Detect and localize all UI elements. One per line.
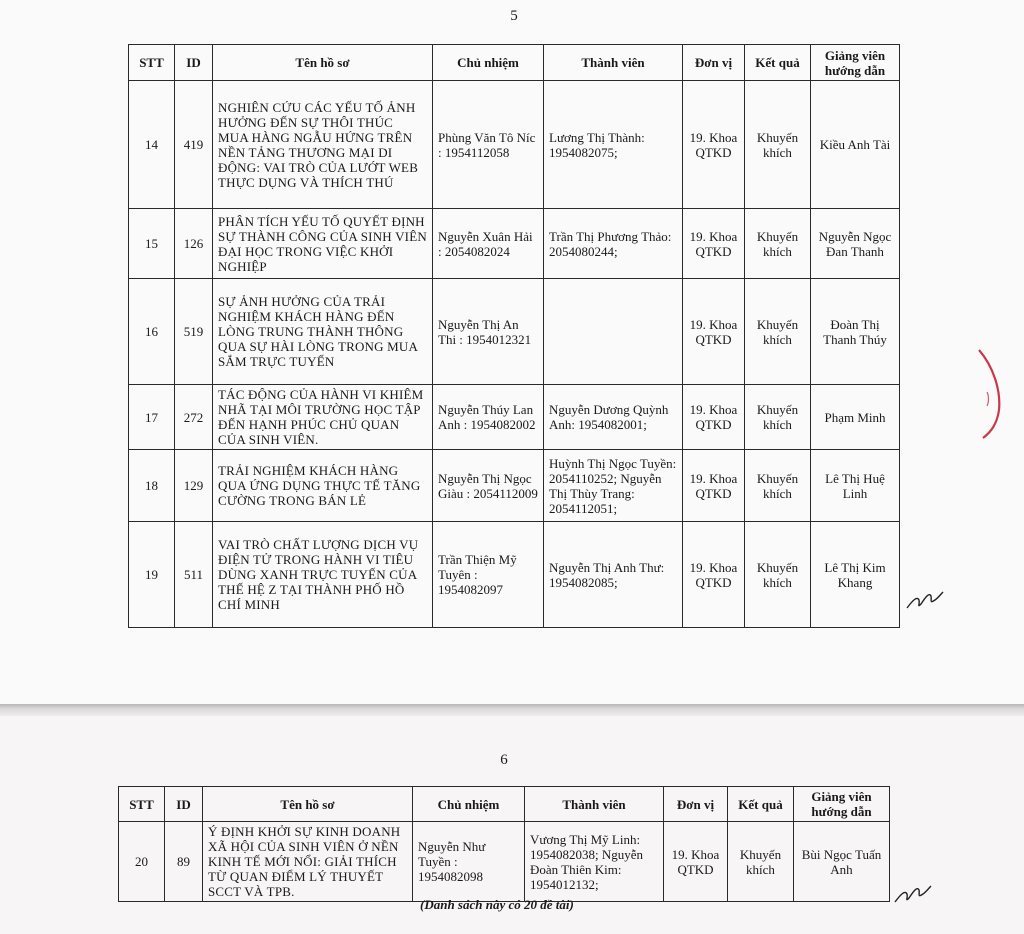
page-separator	[0, 704, 1024, 716]
cell-stt: 19	[129, 522, 175, 628]
cell-unit: 19. Khoa QTKD	[683, 81, 745, 209]
cell-title: TRẢI NGHIỆM KHÁCH HÀNG QUA ỨNG DỤNG THỰC TẾ TĂNG CƯỜNG TRONG BÁN LẺ	[213, 450, 433, 522]
cell-advisor: Đoàn Thị Thanh Thúy	[811, 279, 900, 385]
cell-unit: 19. Khoa QTKD	[683, 385, 745, 450]
header-advisor: Giảng viên hướng dẫn	[811, 45, 900, 81]
cell-leader: Nguyễn Như Tuyền : 1954082098	[413, 822, 525, 902]
cell-members: Vương Thị Mỹ Linh: 1954082038; Nguyễn Đoàn Thiên Kim: 1954012132;	[525, 822, 664, 902]
table-row	[129, 450, 900, 522]
red-stamp-edge	[975, 346, 1005, 440]
cell-stt: 20	[119, 822, 165, 902]
cell-stt: 18	[129, 450, 175, 522]
cell-result: Khuyến khích	[745, 450, 811, 522]
header-result: Kết quả	[745, 45, 811, 81]
header-members: Thành viên	[544, 45, 683, 81]
cell-members: Lương Thị Thành: 1954082075;	[544, 81, 683, 209]
header-id: ID	[175, 45, 213, 81]
header-title: Tên hồ sơ	[213, 45, 433, 81]
cell-leader: Nguyễn Thúy Lan Anh : 1954082002	[433, 385, 544, 450]
cell-stt: 15	[129, 209, 175, 279]
header-unit: Đơn vị	[683, 45, 745, 81]
cell-id: 519	[175, 279, 213, 385]
cell-result: Khuyến khích	[745, 209, 811, 279]
page-number: 6	[500, 752, 508, 768]
page-number: 5	[510, 8, 518, 24]
header-id: ID	[165, 787, 203, 822]
cell-advisor: Kiều Anh Tài	[811, 81, 900, 209]
cell-members: Nguyễn Thị Anh Thư: 1954082085;	[544, 522, 683, 628]
cell-title: VAI TRÒ CHẤT LƯỢNG DỊCH VỤ ĐIỆN TỬ TRONG HÀNH VI TIÊU DÙNG XANH TRỰC TUYẾN CỦA THẾ HỆ Z TẠI THÀNH PHỐ HỒ CHÍ MINH	[213, 522, 433, 628]
cell-result: Khuyến khích	[745, 81, 811, 209]
cell-leader: Nguyễn Thị Ngọc Giàu : 2054112009	[433, 450, 544, 522]
cell-result: Khuyến khích	[745, 522, 811, 628]
cell-unit: 19. Khoa QTKD	[683, 209, 745, 279]
cell-members: Huỳnh Thị Ngọc Tuyền: 2054110252; Nguyễn Thị Thùy Trang: 2054112051;	[544, 450, 683, 522]
cell-id: 89	[165, 822, 203, 902]
cell-stt: 17	[129, 385, 175, 450]
cell-id: 511	[175, 522, 213, 628]
cell-advisor: Phạm Minh	[811, 385, 900, 450]
cell-title: SỰ ẢNH HƯỞNG CỦA TRẢI NGHIỆM KHÁCH HÀNG ĐẾN LÒNG TRUNG THÀNH THÔNG QUA SỰ HÀI LÒNG TRONG MUA SẮM TRỰC TUYẾN	[213, 279, 433, 385]
cell-stt: 14	[129, 81, 175, 209]
header-result: Kết quả	[728, 787, 794, 822]
initials-signature	[905, 586, 945, 612]
results-table-page-5	[128, 44, 900, 628]
table-row	[129, 279, 900, 385]
header-title: Tên hồ sơ	[203, 787, 413, 822]
header-leader: Chủ nhiệm	[413, 787, 525, 822]
cell-id: 129	[175, 450, 213, 522]
cell-leader: Nguyễn Thị An Thi : 1954012321	[433, 279, 544, 385]
cell-result: Khuyến khích	[745, 279, 811, 385]
cell-title: PHÂN TÍCH YẾU TỐ QUYẾT ĐỊNH SỰ THÀNH CÔNG CỦA SINH VIÊN ĐẠI HỌC TRONG VIỆC KHỞI NGHIỆP	[213, 209, 433, 279]
table-header-row	[129, 45, 900, 81]
cell-members	[544, 279, 683, 385]
table-row	[129, 209, 900, 279]
header-stt: STT	[119, 787, 165, 822]
cell-unit: 19. Khoa QTKD	[683, 450, 745, 522]
cell-unit: 19. Khoa QTKD	[683, 522, 745, 628]
table-row	[119, 822, 890, 902]
cell-id: 419	[175, 81, 213, 209]
cell-id: 126	[175, 209, 213, 279]
header-leader: Chủ nhiệm	[433, 45, 544, 81]
results-table-page-6	[118, 786, 890, 902]
cell-advisor: Lê Thị Kim Khang	[811, 522, 900, 628]
table-row	[129, 81, 900, 209]
cell-result: Khuyến khích	[745, 385, 811, 450]
cell-advisor: Bùi Ngọc Tuấn Anh	[794, 822, 890, 902]
cell-leader: Nguyễn Xuân Hải : 2054082024	[433, 209, 544, 279]
cell-leader: Trần Thiện Mỹ Tuyên : 1954082097	[433, 522, 544, 628]
cell-id: 272	[175, 385, 213, 450]
header-unit: Đơn vị	[664, 787, 728, 822]
table-header-row	[119, 787, 890, 822]
cell-title: NGHIÊN CỨU CÁC YẾU TỐ ẢNH HƯỞNG ĐẾN SỰ THÔI THÚC MUA HÀNG NGẪU HỨNG TRÊN NỀN TẢNG THƯƠNG MẠI DI ĐỘNG: VAI TRÒ CỦA LƯỚT WEB THỰC DỤNG VÀ THÍCH THÚ	[213, 81, 433, 209]
cell-leader: Phùng Văn Tô Níc : 1954112058	[433, 81, 544, 209]
cell-stt: 16	[129, 279, 175, 385]
cell-unit: 19. Khoa QTKD	[683, 279, 745, 385]
cell-members: Nguyễn Dương Quỳnh Anh: 1954082001;	[544, 385, 683, 450]
cell-advisor: Lê Thị Huệ Linh	[811, 450, 900, 522]
cell-title: TÁC ĐỘNG CỦA HÀNH VI KHIÊM NHÃ TẠI MÔI TRƯỜNG HỌC TẬP ĐẾN HẠNH PHÚC CHỦ QUAN CỦA SINH VIÊN.	[213, 385, 433, 450]
cell-unit: 19. Khoa QTKD	[664, 822, 728, 902]
initials-signature	[893, 880, 933, 906]
header-members: Thành viên	[525, 787, 664, 822]
table-row	[129, 522, 900, 628]
cell-title: Ý ĐỊNH KHỞI SỰ KINH DOANH XÃ HỘI CỦA SINH VIÊN Ở NỀN KINH TẾ MỚI NỔI: GIẢI THÍCH TỪ QUAN ĐIỂM LÝ THUYẾT SCCT VÀ TPB.	[203, 822, 413, 902]
table-row	[129, 385, 900, 450]
list-caption: (Danh sách này có 20 đề tài)	[420, 897, 574, 912]
cell-advisor: Nguyễn Ngọc Đan Thanh	[811, 209, 900, 279]
header-stt: STT	[129, 45, 175, 81]
cell-result: Khuyến khích	[728, 822, 794, 902]
cell-members: Trần Thị Phương Thảo: 2054080244;	[544, 209, 683, 279]
header-advisor: Giảng viên hướng dẫn	[794, 787, 890, 822]
